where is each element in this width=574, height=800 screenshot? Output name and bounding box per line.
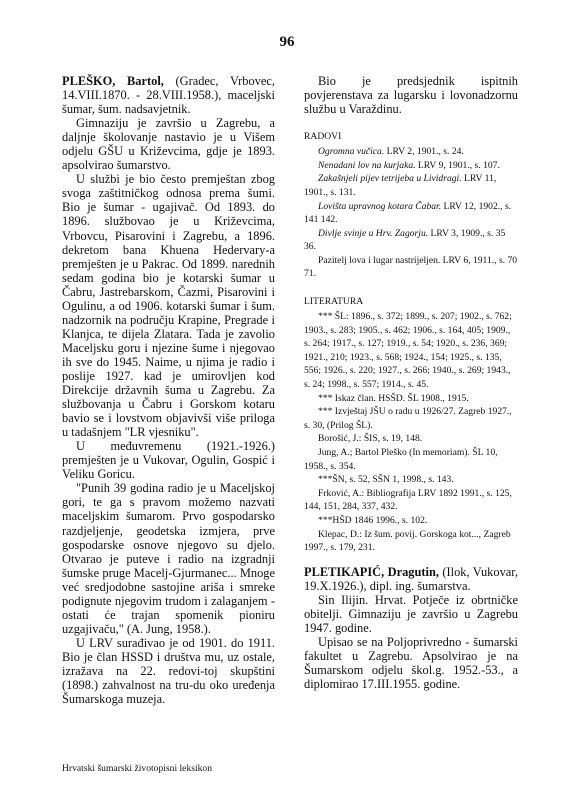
literature-item: *** Izvještaj JŠU o radu u 1926/27. Zagreb 1927., s. 30, (Prilog ŠL). bbox=[304, 406, 512, 431]
entry-pletikapic-details: (Ilok, Vukovar, 19.X.1926.), dipl. ing. šumarstva. bbox=[304, 564, 518, 593]
entry-plesko-name: PLEŠKO, Bartol, bbox=[62, 74, 164, 88]
entry-plesko-details: (Gradec, Vrbovec, 14.VIII.1870. - 28.VIII.1958.), maceljski šumar, šum. nadsavjetnik. bbox=[62, 74, 275, 117]
literature-item: *** ŠL: 1896., s. 372; 1899., s. 207; 1902., s. 762; 1903., s. 283; 1905., s. 462; 1906., s. 164, 405; 1909., s. 264; 1917., s. 127; 1919., s. 54; 1920., s. 236, 369; 1921., 210; 1923., s. 568; 1924., 154; 1925., s. 135, 556; 1926., s. 220; 1927., s. 266; 1940., s. 269; 1943., s. 24; 1998., s. 557; 1914., s. 45. bbox=[304, 311, 512, 391]
works-heading: RADOVI bbox=[304, 131, 342, 143]
paragraph: "Punih 39 godina radio je u Maceljskoj gori, te ga s pravom možemo nazvati maceljskim šumarom. Prvo gospodarsko razdjeljenje, geodetska izmjera, prve gospodarske osnove njegovo su djelo. Otvarao je puteve i radio na izgradnji šumske pruge Macelj-Gjurmanec... Mnoge već sredjodobne sastojine ariša i smreke podignute njegovim trudom i zalaganjem - ostati će trajan spomenik pioniru uzgajivaču," (A. Jung, 1958.). bbox=[62, 481, 275, 636]
literature-item: ***ŠN, s. 52, SŠN 1, 1998., s. 143. bbox=[318, 474, 454, 486]
paragraph: Sin Ilijin. Hrvat. Potječe iz obrtničke obitelji. Gimnaziju je završio u Zagrebu 1947. godine. bbox=[304, 592, 518, 635]
literature-heading: LITERATURA bbox=[304, 296, 364, 308]
paragraph: Upisao se na Poljoprivredno - šumarski fakultet u Zagrebu. Apsolvirao je na Šumarskom odjelu škol.g. 1952.-53., a diplomirao 17.III.1955. godine. bbox=[304, 635, 518, 692]
literature-item: *** Iskaz član. HSŠD. ŠL 1908., 1915. bbox=[318, 392, 469, 404]
work-item: Pazitelj lova i lugar nastrijeljen. LRV 6, 1911., s. 70 71. bbox=[304, 254, 518, 280]
literature-item: Jung, A.; Bartol Pleško (In memoriam). ŠL 10, 1958., s. 354. bbox=[304, 447, 498, 472]
work-item: Nenadani lov na kurjaka. LRV 9, 1901., s. 107. bbox=[318, 159, 500, 171]
left-column bbox=[62, 74, 275, 706]
literature-item: Frković, A.: Bibliografija LRV 1892 1991., s. 125, 144, 151, 284, 337, 432. bbox=[304, 487, 512, 513]
work-item: Lovišta upravnog kotara Čabar. LRV 12, 1902., s. 141 142. bbox=[304, 200, 512, 226]
literature-item: Klepac, D.: Iz šum. povij. Gorskoga kot..., Zagreb 1997., s. 179, 231. bbox=[304, 528, 511, 554]
work-item: Zakašnjeli pijev tetrijeba u Lividragi. LRV 11, 1901., s. 131. bbox=[304, 173, 497, 198]
literature-item: Borošić, J.: ŠIS, s. 19, 148. bbox=[318, 433, 423, 445]
works-list bbox=[304, 145, 518, 281]
paragraph: Gimnaziju je završio u Zagrebu, a daljnje školovanje nastavio je u Višem odjelu GŠU u Križevcima, gdje je 1893. apsolvirao šumarstvo. bbox=[62, 116, 275, 173]
literature-item: ***HŠD 1846 1996., s. 102. bbox=[318, 514, 428, 526]
work-item: Divlje svinje u Hrv. Zagorju. LRV 3, 1909., s. 35 36. bbox=[304, 227, 506, 253]
entry-pletikapic-header bbox=[304, 565, 518, 593]
entry-plesko-header bbox=[62, 74, 275, 116]
right-column bbox=[304, 74, 518, 691]
paragraph: U međuvremenu (1921.-1926.) premješten je u Vukovar, Ogulin, Gospić i Veliku Goricu. bbox=[62, 439, 275, 482]
entry-pletikapic-name: PLETIKAPIĆ, Dragutin, bbox=[304, 564, 439, 579]
paragraph: U LRV surađivao je od 1901. do 1911. Bio je član HSSD i društva mu, uz ostale, izražava na 22. redovi-toj skupštini (1898.) zahvalnost na tru-du oko uređenja Šumarskoga muzeja. bbox=[62, 635, 275, 707]
footer-text: Hrvatski šumarski životopisni leksikon bbox=[62, 763, 213, 774]
page-number: 96 bbox=[279, 34, 295, 50]
work-item: Ogromna vučica. LRV 2, 1901., s. 24. bbox=[318, 146, 464, 158]
paragraph: U službi je bio često premještan zbog svoga zaštitničkog odnosa prema šumi. Bio je šumar - ugajivač. Od 1893. do 1896. službovao je u Križevcima, Vrbovcu, Pisarovini i Zagrebu, a 1896. dekretom bana Khuena Hedervary-a premješten je u Pakrac. Od 1899. narednih sedam godina bio je kotarski šumar u Čabru, Jastrebarskom, Čazmi, Pisarovini i Ogulinu, a od 1906. kotarski šumar i šum. nadzornik na području Krapine, Pregrade i Klanjca, te dijela Zlatara. Tada je zavolio Maceljsku goru i njezine šume i njegovao ih sve do 1945. Naime, u njima je radio i poslije 1927. kad je umirovljen kod Direkcije državnih šuma u Zagrebu. Za službovanja u Čabru i Gorskom kotaru bavio se i lovstvom objavivši više priloga u tadašnjem "LR vjesniku". bbox=[62, 172, 275, 440]
literature-list bbox=[304, 310, 518, 555]
paragraph: Bio je predsjednik ispitnih povjerenstava za lugarsku i lovonadzornu službu u Varaždinu. bbox=[304, 74, 518, 117]
